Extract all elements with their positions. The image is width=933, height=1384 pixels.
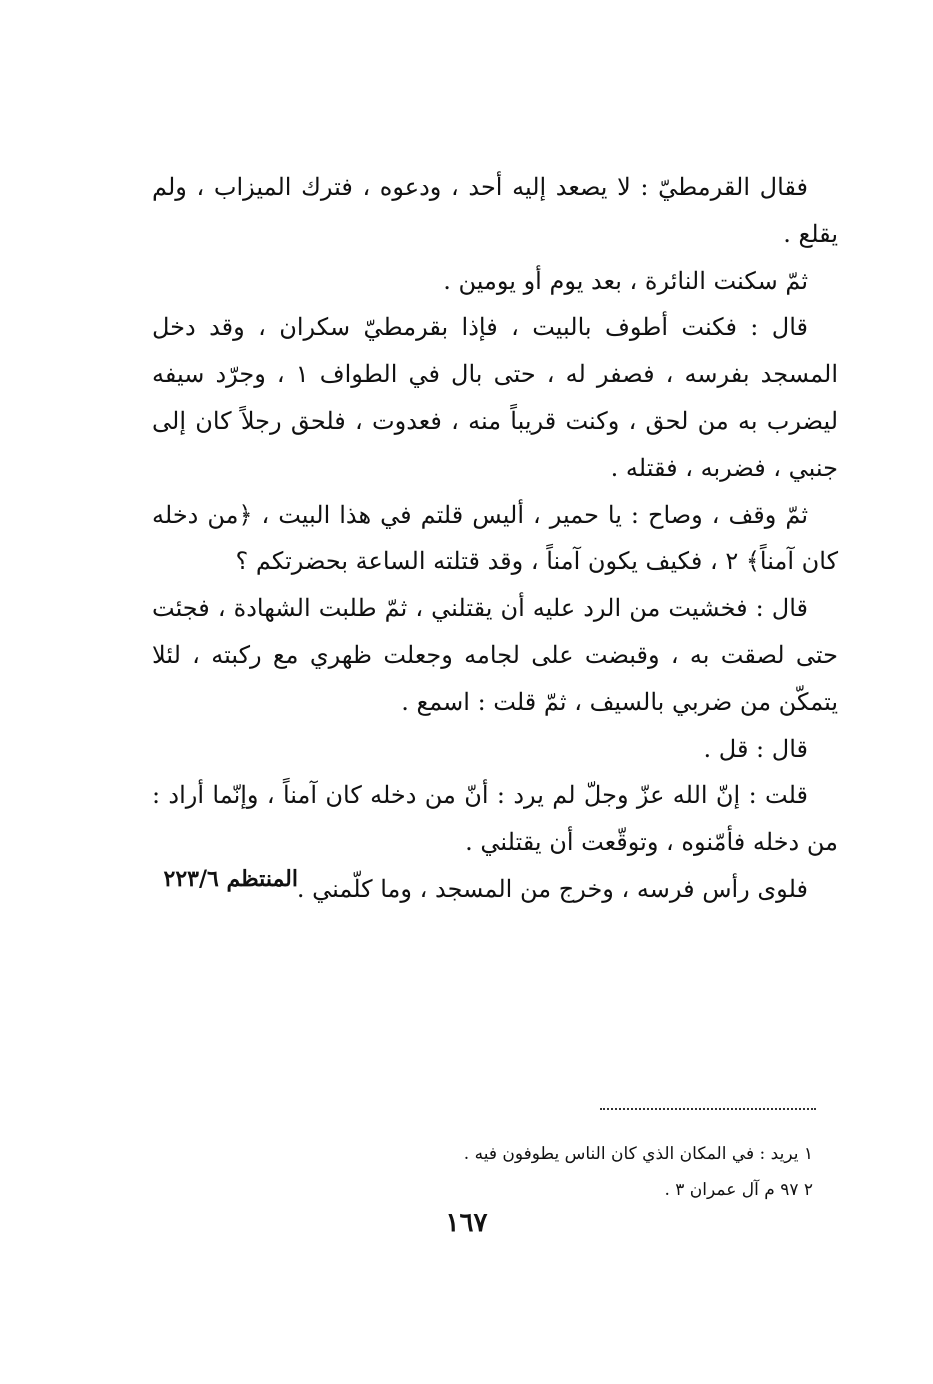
paragraph: قلت : إنّ الله عزّ وجلّ لم يرد : أنّ من دخله كان آمناً ، وإنّما أراد : من دخله فأمّنوه ، وتوقّعت أن يقتلني . [152, 781, 838, 857]
paragraph: فلوى رأس فرسه ، وخرج من المسجد ، وما كلّمني . [296, 874, 808, 903]
source-citation: المنتظم ٢٢٣/٦ [163, 866, 298, 892]
paragraph: قال : فخشيت من الرد عليه أن يقتلني ، ثمّ طلبت الشهادة ، فجئت حتى لصقت به ، وقبضت على لجامه وجعلت ظهري مع ركبته ، لئلا يتمكّن من ضربي بالسيف ، ثمّ قلت : اسمع . [152, 594, 838, 716]
body-text [152, 164, 838, 913]
page-number: ١٦٧ [445, 1208, 488, 1238]
paragraph: قال : قل . [703, 734, 808, 763]
footnote: ١ يريد : في المكان الذي كان الناس يطوفون فيه . [463, 1144, 813, 1164]
paragraph: ثمّ وقف ، وصاح : يا حمير ، أليس قلتم في هذا البيت ، ﴿من دخله كان آمناً﴾ ٢ ، فكيف يكون آمناً ، وقد قتلته الساعة بحضرتكم ؟ [152, 500, 838, 576]
paragraph: قال : فكنت أطوف بالبيت ، فإذا بقرمطيّ سكران ، وقد دخل المسجد بفرسه ، فصفر له ، حتى بال في الطواف ١ ، وجرّد سيفه ليضرب به من لحق ، وكنت قريباً منه ، فعدوت ، فلحق رجلاً كان إلى جنبي ، فضربه ، فقتله . [152, 313, 838, 482]
paragraph: ثمّ سكنت النائرة ، بعد يوم أو يومين . [443, 266, 808, 295]
footnotes [313, 1136, 813, 1208]
footnote: ٢ ٩٧ م آل عمران ٣ . [664, 1180, 813, 1200]
footnote-divider [600, 1108, 816, 1110]
paragraph: فقال القرمطيّ : لا يصعد إليه أحد ، ودعوه ، فترك الميزاب ، ولم يقلع . [152, 173, 838, 248]
